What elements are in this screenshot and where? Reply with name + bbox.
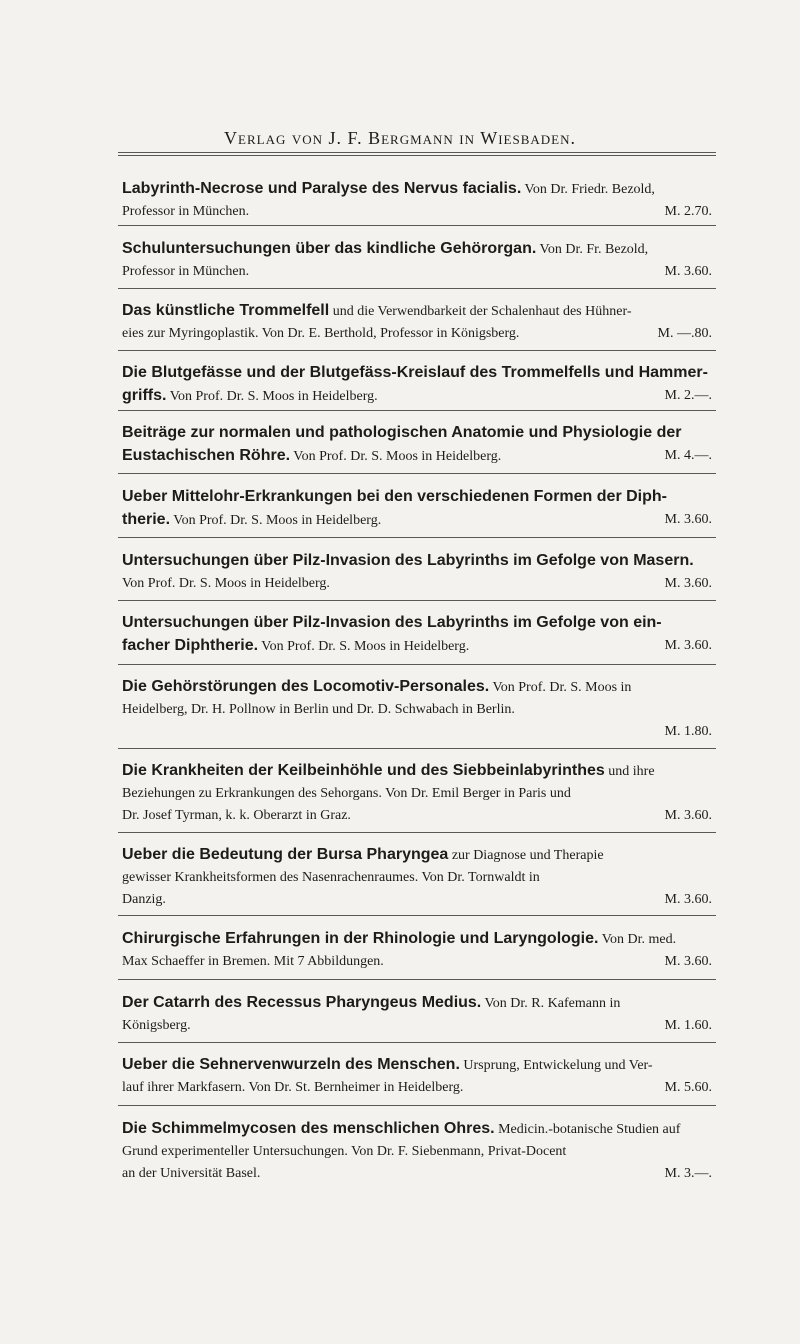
- divider: [118, 1042, 716, 1043]
- entry-title-continued: griffs.: [122, 387, 167, 404]
- entry-description: Max Schaeffer in Bremen. Mit 7 Abbildungen.: [122, 954, 384, 969]
- entry-price: M. 3.60.: [664, 892, 712, 907]
- entry-price: M. —.80.: [657, 326, 712, 341]
- catalog-entry: [122, 1054, 712, 1099]
- entry-description: lauf ihrer Markfasern. Von Dr. St. Bernheimer in Heidelberg.: [122, 1080, 464, 1095]
- entry-price: M. 3.60.: [664, 264, 712, 279]
- entry-price: M. 2.—.: [664, 388, 712, 403]
- entry-title: Chirurgische Erfahrungen in der Rhinologie und Laryngologie.: [122, 930, 599, 947]
- entry-author: Von Dr. R. Kafemann in: [484, 996, 621, 1011]
- entry-author: Von Prof. Dr. S. Moos in: [492, 680, 632, 695]
- divider: [118, 537, 716, 538]
- entry-author: zur Diagnose und Therapie: [451, 848, 604, 863]
- entry-description: gewisser Krankheitsformen des Nasenrachenraumes. Von Dr. Tornwaldt in: [122, 870, 540, 885]
- entry-description: Von Prof. Dr. S. Moos in Heidelberg.: [173, 513, 382, 528]
- entry-price: M. 3.—.: [664, 1166, 712, 1181]
- catalog-entry: [122, 1118, 712, 1185]
- divider: [118, 1105, 716, 1106]
- catalog-entry: [122, 422, 712, 468]
- entry-title: Die Krankheiten der Keilbeinhöhle und des Siebbeinlabyrinthes: [122, 762, 605, 779]
- entry-description-continued: an der Universität Basel.: [122, 1166, 261, 1181]
- entry-price: M. 3.60.: [664, 638, 712, 653]
- catalog-entry: [122, 928, 712, 973]
- entry-title: Ueber die Bedeutung der Bursa Pharyngea: [122, 846, 449, 863]
- publisher-header: Verlag von J. F. Bergmann in Wiesbaden.: [224, 128, 576, 148]
- entry-description: Heidelberg, Dr. H. Pollnow in Berlin und Dr. D. Schwabach in Berlin.: [122, 702, 515, 717]
- entry-price: M. 1.60.: [664, 1018, 712, 1033]
- catalog-entry: [122, 992, 712, 1037]
- entry-title: Labyrinth-Necrose und Paralyse des Nervus facialis.: [122, 180, 522, 197]
- entry-description: Von Prof. Dr. S. Moos in Heidelberg.: [261, 639, 470, 654]
- catalog-entry: [122, 676, 712, 743]
- entry-description-continued: Danzig.: [122, 892, 166, 907]
- entry-title: Ueber Mittelohr-Erkrankungen bei den verschiedenen Formen der Diph-: [122, 488, 667, 505]
- entry-title: Untersuchungen über Pilz-Invasion des Labyrinths im Gefolge von ein-: [122, 614, 662, 631]
- entry-description: Von Prof. Dr. S. Moos in Heidelberg.: [169, 389, 378, 404]
- entry-title: Schuluntersuchungen über das kindliche Gehörorgan.: [122, 240, 537, 257]
- catalog-entry: [122, 612, 712, 658]
- entry-author: Von Dr. Friedr. Bezold,: [524, 182, 655, 197]
- entry-author: und ihre: [608, 764, 655, 779]
- entry-title: Ueber die Sehnervenwurzeln des Menschen.: [122, 1056, 460, 1073]
- entry-title: Der Catarrh des Recessus Pharyngeus Medius.: [122, 994, 482, 1011]
- divider: [118, 664, 716, 665]
- entry-title: Das künstliche Trommelfell: [122, 302, 330, 319]
- divider: [118, 225, 716, 226]
- entry-description: Von Prof. Dr. S. Moos in Heidelberg.: [122, 576, 330, 591]
- entry-price: M. 3.60.: [664, 808, 712, 823]
- entry-price: M. 4.—.: [664, 448, 712, 463]
- divider: [118, 832, 716, 833]
- catalog-entry: [122, 844, 712, 911]
- catalog-entry: [122, 300, 712, 345]
- entry-author: Medicin.-botanische Studien auf: [498, 1122, 681, 1137]
- divider: [118, 410, 716, 411]
- entry-description: eies zur Myringoplastik. Von Dr. E. Berthold, Professor in Königsberg.: [122, 326, 520, 341]
- divider: [118, 748, 716, 749]
- entry-price: M. 3.60.: [664, 576, 712, 591]
- entry-title: Untersuchungen über Pilz-Invasion des Labyrinths im Gefolge von Masern.: [122, 552, 694, 569]
- entry-description-continued: Dr. Josef Tyrman, k. k. Oberarzt in Graz.: [122, 808, 351, 823]
- divider: [118, 473, 716, 474]
- entry-description: Professor in München.: [122, 204, 250, 219]
- entry-description: Königsberg.: [122, 1018, 191, 1033]
- entry-description: Von Prof. Dr. S. Moos in Heidelberg.: [293, 449, 502, 464]
- entry-author: und die Verwendbarkeit der Schalenhaut des Hühner-: [332, 304, 632, 319]
- divider: [118, 915, 716, 916]
- entry-title-continued: facher Diphtherie.: [122, 637, 259, 654]
- divider: [118, 979, 716, 980]
- entry-title-continued: Eustachischen Röhre.: [122, 447, 291, 464]
- entry-title: Die Blutgefässe und der Blutgefäss-Kreislauf des Trommelfells und Hammer-: [122, 364, 708, 381]
- entry-description: Professor in München.: [122, 264, 250, 279]
- entry-author: Ursprung, Entwickelung und Ver-: [463, 1058, 653, 1073]
- catalog-entry: [122, 238, 712, 283]
- entry-price: M. 5.60.: [664, 1080, 712, 1095]
- entry-price: M. 2.70.: [664, 204, 712, 219]
- entry-price: M. 3.60.: [664, 954, 712, 969]
- divider: [118, 600, 716, 601]
- catalog-entry: [122, 760, 712, 827]
- entry-price: M. 3.60.: [664, 512, 712, 527]
- entry-author: Von Dr. med.: [601, 932, 677, 947]
- entry-description: Beziehungen zu Erkrankungen des Sehorgans. Von Dr. Emil Berger in Paris und: [122, 786, 571, 801]
- entry-title: Beiträge zur normalen und pathologischen Anatomie und Physiologie der: [122, 424, 682, 441]
- divider: [118, 288, 716, 289]
- entry-description: Grund experimenteller Untersuchungen. Von Dr. F. Siebenmann, Privat-Docent: [122, 1144, 567, 1159]
- catalog-entry: [122, 486, 712, 532]
- catalog-entry: [122, 550, 712, 595]
- entry-price: M. 1.80.: [664, 724, 712, 739]
- entry-author: Von Dr. Fr. Bezold,: [539, 242, 649, 257]
- header-rule: [118, 152, 716, 156]
- entry-title-continued: therie.: [122, 511, 171, 528]
- entry-title: Die Gehörstörungen des Locomotiv-Personales.: [122, 678, 490, 695]
- catalog-entry: [122, 362, 712, 408]
- divider: [118, 350, 716, 351]
- catalog-entry: [122, 178, 712, 223]
- entry-title: Die Schimmelmycosen des menschlichen Ohres.: [122, 1120, 495, 1137]
